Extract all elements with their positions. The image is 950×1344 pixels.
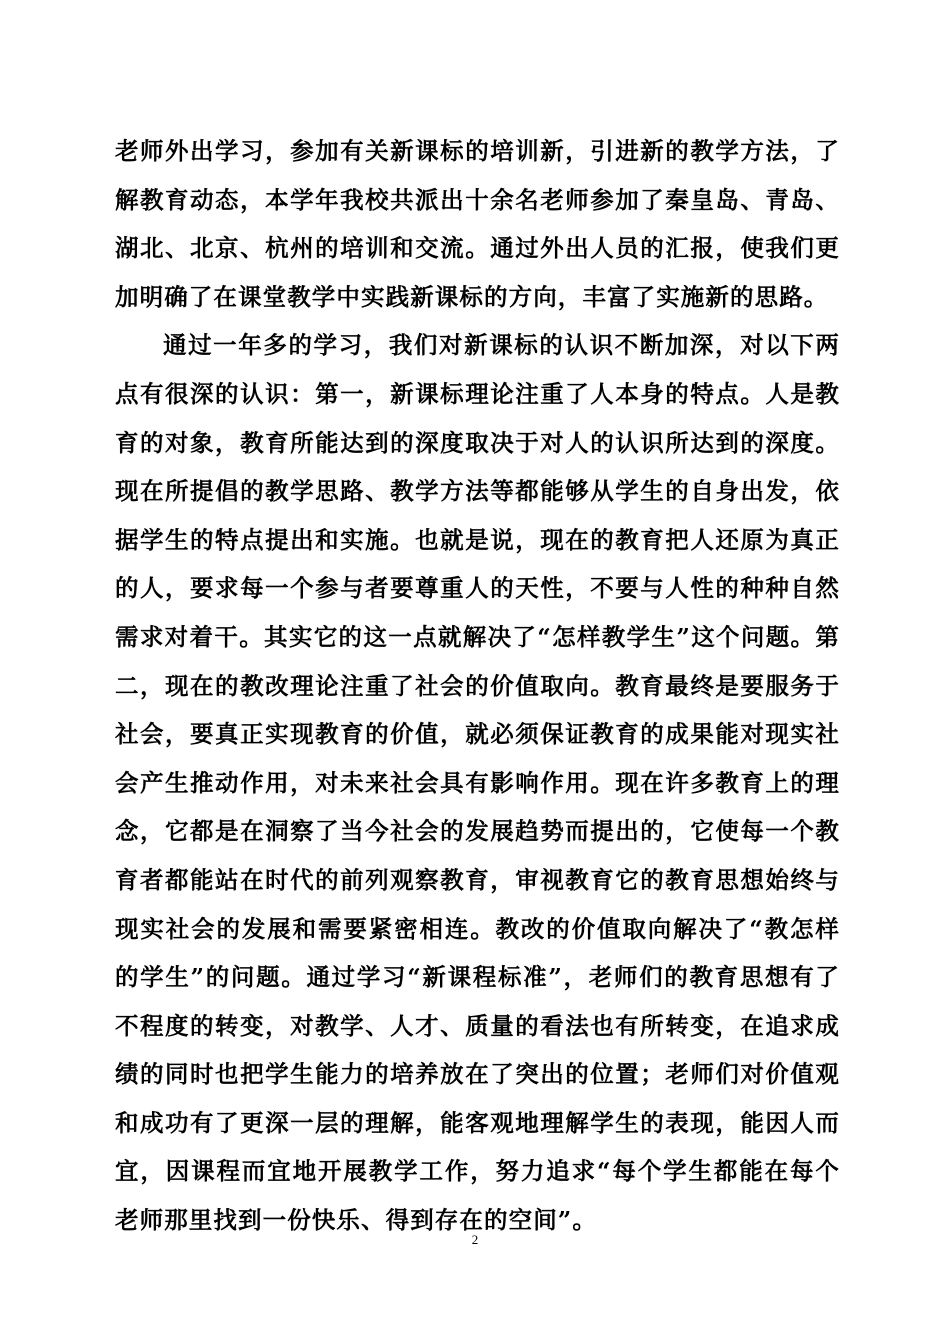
page-number: 2 [471,1232,479,1247]
paragraph-continuation: 老师外出学习，参加有关新课标的培训新，引进新的教学方法，了解教育动态，本学年我校共派出十余名老师参加了秦皇岛、青岛、湖北、北京、杭州的培训和交流。通过外出人员的汇报，使我们更加明确了在课堂教学中实践新课标的方向，丰富了实施新的思路。 [115,137,840,311]
document-body [115,127,840,1245]
paragraph-new-curriculum-understanding: 通过一年多的学习，我们对新课标的认识不断加深，对以下两点有很深的认识：第一，新课标理论注重了人本身的特点。人是教育的对象，教育所能达到的深度取决于对人的认识所达到的深度。现在所提倡的教学思路、教学方法等都能够从学生的自身出发，依据学生的特点提出和实施。也就是说，现在的教育把人还原为真正的人，要求每一个参与者要尊重人的天性，不要与人性的种种自然需求对着干。其实它的这一点就解决了“怎样教学生”这个问题。第二，现在的教改理论注重了社会的价值取向。教育最终是要服务于社会，要真正实现教育的价值，就必须保证教育的成果能对现实社会产生推动作用，对未来社会具有影响作用。现在许多教育上的理念，它都是在洞察了当今社会的发展趋势而提出的，它使每一个教育者都能站在时代的前列观察教育，审视教育它的教育思想始终与现实社会的发展和需要紧密相连。教改的价值取向解决了“教怎样的学生”的问题。通过学习“新课程标准”，老师们的教育思想有了不程度的转变，对教学、人才、质量的看法也有所转变，在追求成绩的同时也把学生能力的培养放在了突出的位置；老师们对价值观和成功有了更深一层的理解，能客观地理解学生的表现，能因人而宜，因课程而宜地开展教学工作，努力追求“每个学生都能在每个老师那里找到一份快乐、得到存在的空间”。 [115,331,840,1235]
